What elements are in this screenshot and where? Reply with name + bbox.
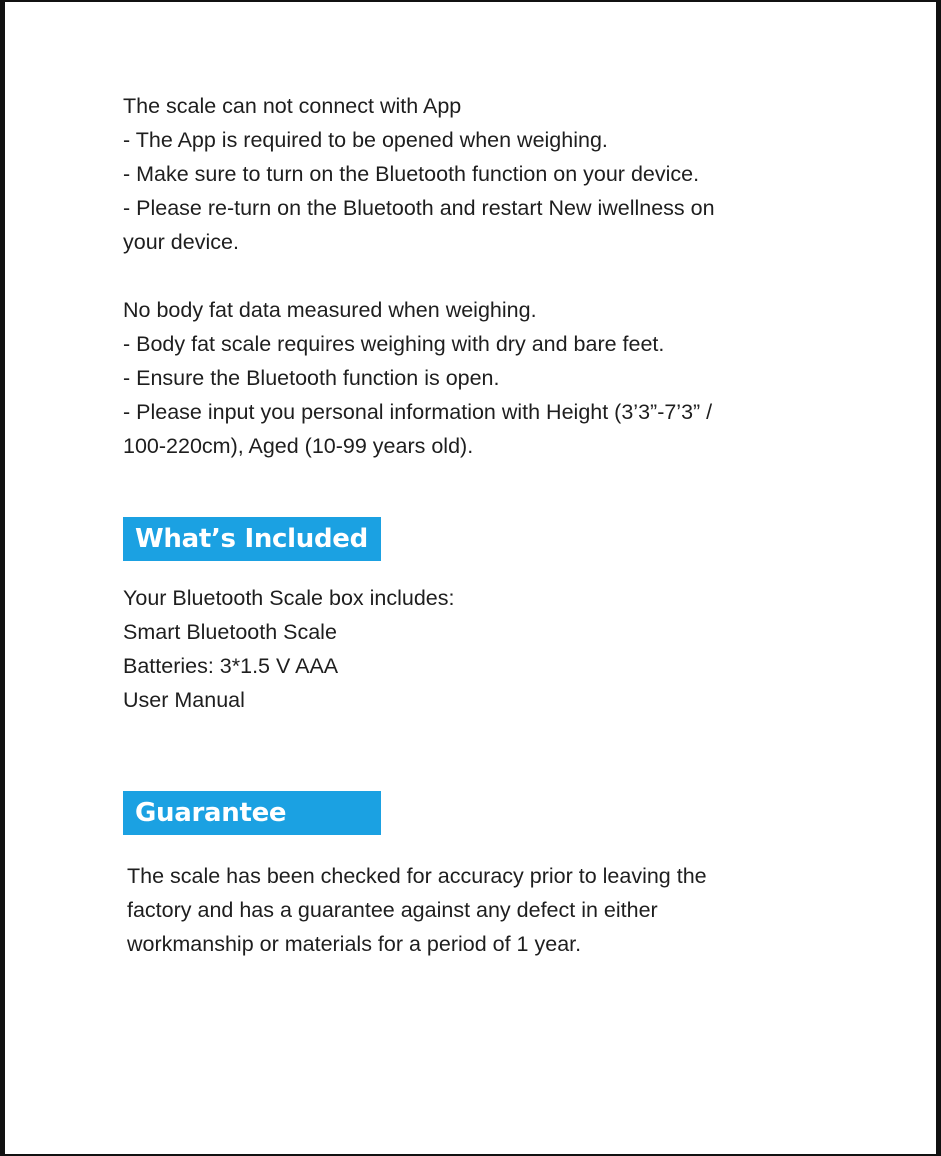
app-connection-section — [123, 89, 823, 259]
manual-page-content — [123, 89, 823, 961]
body-fat-line: - Body fat scale requires weighing with dry and bare feet. — [123, 332, 665, 356]
app-connection-line: - Make sure to turn on the Bluetooth function on your device. — [123, 162, 700, 186]
spacer — [123, 259, 823, 293]
app-connection-line: - The App is required to be opened when weighing. — [123, 128, 608, 152]
app-connection-line: - Please re-turn on the Bluetooth and restart New iwellness on — [123, 196, 715, 220]
spacer — [123, 561, 823, 581]
body-fat-title: No body fat data measured when weighing. — [123, 298, 537, 322]
guarantee-heading: Guarantee — [123, 791, 381, 835]
guarantee-line: factory and has a guarantee against any defect in either — [127, 898, 658, 922]
whats-included-heading: What’s Included — [123, 517, 381, 561]
whats-included-intro: Your Bluetooth Scale box includes: — [123, 586, 455, 610]
body-fat-line: - Ensure the Bluetooth function is open. — [123, 366, 500, 390]
whats-included-section — [123, 581, 823, 717]
app-connection-title: The scale can not connect with App — [123, 94, 462, 118]
body-fat-line: 100-220cm), Aged (10-99 years old). — [123, 434, 474, 458]
spacer — [123, 835, 823, 859]
included-item: Smart Bluetooth Scale — [123, 620, 337, 644]
app-connection-line: your device. — [123, 230, 239, 254]
included-item: Batteries: 3*1.5 V AAA — [123, 654, 339, 678]
spacer — [123, 717, 823, 791]
included-item: User Manual — [123, 688, 245, 712]
spacer — [123, 463, 823, 517]
body-fat-section — [123, 293, 823, 463]
body-fat-line: - Please input you personal information with Height (3’3”-7’3” / — [123, 400, 713, 424]
guarantee-line: The scale has been checked for accuracy prior to leaving the — [127, 864, 707, 888]
guarantee-section — [123, 859, 823, 961]
guarantee-line: workmanship or materials for a period of 1 year. — [127, 932, 582, 956]
